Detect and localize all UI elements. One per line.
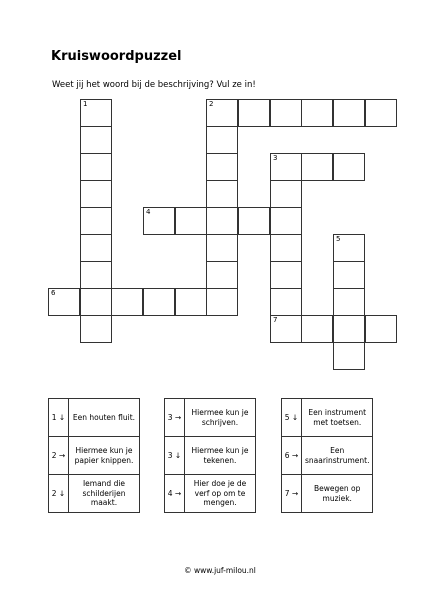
crossword-cell[interactable] <box>301 315 333 343</box>
crossword-clue-number: 2 <box>209 100 214 108</box>
clue-text: Hiermee kun je papier knippen. <box>69 437 140 475</box>
crossword-cell[interactable] <box>80 126 112 154</box>
crossword-clue-number: 5 <box>336 235 341 243</box>
clue-row <box>49 475 140 513</box>
crossword-cell[interactable] <box>111 288 143 316</box>
crossword-cell[interactable] <box>333 234 365 262</box>
crossword-cell[interactable] <box>206 234 238 262</box>
clue-row <box>282 399 373 437</box>
clue-row <box>165 437 256 475</box>
clue-text: Een instrument met toetsen. <box>302 399 373 437</box>
page-title: Kruiswoordpuzzel <box>51 49 182 64</box>
crossword-cell[interactable] <box>270 234 302 262</box>
crossword-cell[interactable] <box>175 207 207 235</box>
clue-row <box>49 437 140 475</box>
clue-text: Hiermee kun je tekenen. <box>185 437 256 475</box>
clue-number: 3 → <box>165 399 185 437</box>
clue-number: 6 → <box>282 437 302 475</box>
crossword-cell[interactable] <box>270 261 302 289</box>
crossword-cell[interactable] <box>143 288 175 316</box>
crossword-cell[interactable] <box>143 207 175 235</box>
clue-number: 2 → <box>49 437 69 475</box>
crossword-cell[interactable] <box>206 180 238 208</box>
crossword-cell[interactable] <box>365 315 397 343</box>
crossword-clue-number: 4 <box>146 208 151 216</box>
instruction-text: Weet jij het woord bij de beschrijving? Vul ze in! <box>52 80 256 90</box>
crossword-cell[interactable] <box>333 261 365 289</box>
crossword-clue-number: 3 <box>273 154 278 162</box>
clue-row <box>282 475 373 513</box>
crossword-cell[interactable] <box>80 207 112 235</box>
crossword-cell[interactable] <box>206 207 238 235</box>
clue-number: 7 → <box>282 475 302 513</box>
crossword-cell[interactable] <box>80 288 112 316</box>
clue-row <box>165 475 256 513</box>
crossword-cell[interactable] <box>206 126 238 154</box>
clue-text: Iemand die schilderijen maakt. <box>69 475 140 513</box>
clue-text: Bewegen op muziek. <box>302 475 373 513</box>
clue-table-3 <box>281 398 373 513</box>
crossword-cell[interactable] <box>206 288 238 316</box>
crossword-cell[interactable] <box>270 315 302 343</box>
clue-number: 1 ↓ <box>49 399 69 437</box>
clue-row <box>165 399 256 437</box>
crossword-cell[interactable] <box>333 288 365 316</box>
crossword-cell[interactable] <box>80 315 112 343</box>
crossword-cell[interactable] <box>270 99 302 127</box>
clue-row <box>282 437 373 475</box>
crossword-cell[interactable] <box>333 342 365 370</box>
crossword-cell[interactable] <box>80 261 112 289</box>
crossword-clue-number: 6 <box>51 289 56 297</box>
crossword-cell[interactable] <box>301 153 333 181</box>
crossword-cell[interactable] <box>48 288 80 316</box>
crossword-cell[interactable] <box>333 99 365 127</box>
crossword-cell[interactable] <box>333 153 365 181</box>
crossword-cell[interactable] <box>80 99 112 127</box>
clue-text: Een snaarinstrument. <box>302 437 373 475</box>
clue-row <box>49 399 140 437</box>
crossword-cell[interactable] <box>80 234 112 262</box>
clue-number: 4 → <box>165 475 185 513</box>
clue-number: 3 ↓ <box>165 437 185 475</box>
crossword-cell[interactable] <box>301 99 333 127</box>
crossword-cell[interactable] <box>270 288 302 316</box>
crossword-cell[interactable] <box>365 99 397 127</box>
crossword-cell[interactable] <box>238 207 270 235</box>
crossword-cell[interactable] <box>206 261 238 289</box>
crossword-cell[interactable] <box>270 153 302 181</box>
crossword-cell[interactable] <box>270 180 302 208</box>
clue-text: Hiermee kun je schrijven. <box>185 399 256 437</box>
clue-text: Hier doe je de verf op om te mengen. <box>185 475 256 513</box>
clue-table-1 <box>48 398 140 513</box>
clue-number: 5 ↓ <box>282 399 302 437</box>
crossword-clue-number: 7 <box>273 316 278 324</box>
crossword-cell[interactable] <box>270 207 302 235</box>
clue-table-2 <box>164 398 256 513</box>
clue-text: Een houten fluit. <box>69 399 140 437</box>
crossword-cell[interactable] <box>80 153 112 181</box>
crossword-cell[interactable] <box>238 99 270 127</box>
crossword-clue-number: 1 <box>83 100 88 108</box>
crossword-cell[interactable] <box>80 180 112 208</box>
crossword-cell[interactable] <box>206 99 238 127</box>
copyright-footer: © www.juf-milou.nl <box>184 566 256 575</box>
crossword-cell[interactable] <box>175 288 207 316</box>
crossword-cell[interactable] <box>206 153 238 181</box>
clue-number: 2 ↓ <box>49 475 69 513</box>
crossword-cell[interactable] <box>333 315 365 343</box>
